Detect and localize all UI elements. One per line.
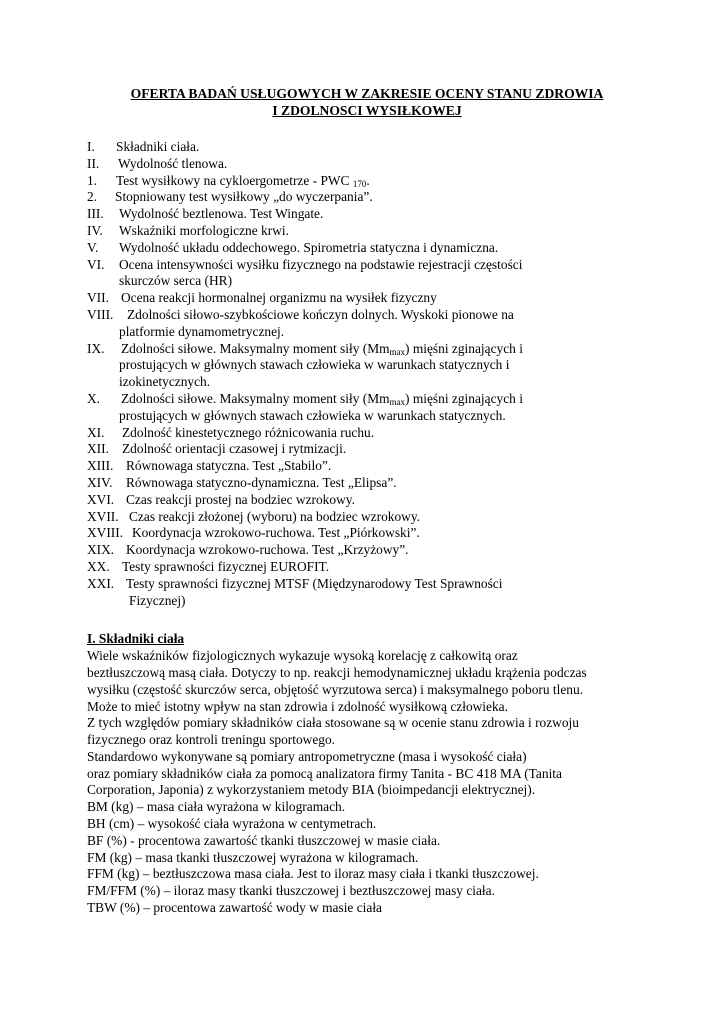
toc-text: Stopniowany test wysiłkowy „do wyczerpania”. xyxy=(115,189,373,205)
toc-item xyxy=(87,475,647,492)
toc-text: Wskaźniki morfologiczne krwi. xyxy=(119,222,289,238)
toc-item xyxy=(87,307,647,341)
body-line: beztłuszczową masą ciała. Dotyczy to np. reakcji hemodynamicznej układu krążenia podczas xyxy=(87,664,587,680)
toc-number: III. xyxy=(87,206,104,222)
toc-number: 2. xyxy=(87,189,98,205)
toc-text: Równowaga statyczna. Test „Stabilo”. xyxy=(126,458,332,474)
toc-text: Zdolności siłowo-szybkościowe kończyn dolnych. Wyskoki pionowe na xyxy=(127,306,514,322)
toc-item xyxy=(87,206,647,223)
toc-text-continued: Fizycznej) xyxy=(129,592,186,608)
toc-number: VI. xyxy=(87,256,105,272)
toc-item xyxy=(87,458,647,475)
body-line: Standardowo wykonywane są pomiary antropometryczne (masa i wysokość ciała) xyxy=(87,748,527,764)
toc-text: Zdolność orientacji czasowej i rytmizacji. xyxy=(122,441,347,457)
body-line: BM (kg) – masa ciała wyrażona w kilogramach. xyxy=(87,799,346,815)
toc-number: IV. xyxy=(87,222,103,238)
toc-subscript: max xyxy=(389,396,406,407)
toc-text-after: ) mięśni zginających i xyxy=(405,390,523,406)
toc-text: Koordynacja wzrokowo-ruchowa. Test „Piórkowski”. xyxy=(132,525,420,541)
toc-number: XVIII. xyxy=(87,525,124,541)
toc-text-after: . xyxy=(366,172,370,188)
toc-number: XX. xyxy=(87,558,110,574)
toc-subscript: max xyxy=(389,346,406,357)
toc-item xyxy=(87,492,647,509)
toc-item xyxy=(87,156,647,173)
toc-item xyxy=(87,391,647,425)
title-line-2: I ZDOLNOSCI WYSIŁKOWEJ xyxy=(272,102,462,118)
toc-text-continued: prostujących w głównych stawach człowieka w warunkach statycznych. xyxy=(119,407,506,423)
toc-number: X. xyxy=(87,390,101,406)
toc-text: Wydolność tlenowa. xyxy=(118,155,228,171)
body-line: BF (%) - procentowa zawartość tkanki tłuszczowej w masie ciała. xyxy=(87,832,441,848)
toc-number: XVII. xyxy=(87,508,119,524)
toc-text-continued: skurczów serca (HR) xyxy=(119,273,233,289)
body-line: FFM (kg) – beztłuszczowa masa ciała. Jest to iloraz masy ciała i tkanki tłuszczowej. xyxy=(87,866,539,882)
toc-text: Test wysiłkowy na cykloergometrze - PWC xyxy=(116,172,350,188)
toc-number: 1. xyxy=(87,172,98,188)
document-title xyxy=(87,86,647,119)
body-line: Corporation, Japonia) z wykorzystaniem metody BIA (bioimpedancji elektrycznej). xyxy=(87,782,536,798)
toc-item xyxy=(87,341,647,391)
toc-number: XI. xyxy=(87,424,105,440)
toc-number: XIX. xyxy=(87,542,115,558)
body-line: fizycznego oraz kontroli treningu sportowego. xyxy=(87,732,336,748)
toc-text: Zdolności siłowe. Maksymalny moment siły (Mm xyxy=(121,390,390,406)
body-line: oraz pomiary składników ciała za pomocą analizatora firmy Tanita - BC 418 MA (Tanita xyxy=(87,765,562,781)
toc-text-continued: prostujących w głównych stawach człowieka w warunkach statycznych i xyxy=(119,357,510,373)
toc-text: Testy sprawności fizycznej MTSF (Międzynarodowy Test Sprawności xyxy=(126,575,503,591)
toc-item xyxy=(87,139,647,156)
body-line: FM (kg) – masa tkanki tłuszczowej wyrażona w kilogramach. xyxy=(87,849,419,865)
body-line: BH (cm) – wysokość ciała wyrażona w centymetrach. xyxy=(87,816,377,832)
toc-text: Zdolność kinestetycznego różnicowania ruchu. xyxy=(122,424,375,440)
toc-number: VII. xyxy=(87,290,109,306)
toc-text: Składniki ciała. xyxy=(116,139,200,154)
toc-text-after: ) mięśni zginających i xyxy=(405,340,523,356)
toc-number: V. xyxy=(87,239,99,255)
toc-item xyxy=(87,173,647,190)
body-line: Z tych względów pomiary składników ciała stosowane są w ocenie stanu zdrowia i rozwoju xyxy=(87,715,579,731)
toc-text: Koordynacja wzrokowo-ruchowa. Test „Krzyżowy”. xyxy=(126,542,409,558)
toc-number: XIII. xyxy=(87,458,114,474)
toc-item xyxy=(87,257,647,291)
toc-item xyxy=(87,240,647,257)
body-line: wysiłku (częstość skurczów serca, objętość wyrzutowa serca) i maksymalnego poboru tlenu. xyxy=(87,681,584,697)
toc-number: XIV. xyxy=(87,474,113,490)
toc-number: II. xyxy=(87,155,100,171)
toc-text: Wydolność beztlenowa. Test Wingate. xyxy=(119,206,324,222)
toc-number: VIII. xyxy=(87,306,114,322)
toc-text: Zdolności siłowe. Maksymalny moment siły (Mm xyxy=(121,340,390,356)
toc-text-continued: platformie dynamometrycznej. xyxy=(119,323,285,339)
toc-item xyxy=(87,542,647,559)
toc-item xyxy=(87,525,647,542)
toc-number: XVI. xyxy=(87,491,115,507)
toc-item xyxy=(87,559,647,576)
toc-text: Testy sprawności fizycznej EUROFIT. xyxy=(122,558,330,574)
toc-text: Wydolność układu oddechowego. Spirometria statyczna i dynamiczna. xyxy=(119,239,499,255)
body-line: Może to mieć istotny wpływ na stan zdrowia i zdolność wysiłkową człowieka. xyxy=(87,698,508,714)
title-line-1: OFERTA BADAŃ USŁUGOWYCH W ZAKRESIE OCENY STANU ZDROWIA xyxy=(130,86,604,101)
toc-item xyxy=(87,441,647,458)
toc-item xyxy=(87,290,647,307)
document-page xyxy=(87,86,647,917)
toc-text: Ocena intensywności wysiłku fizycznego na podstawie rejestracji częstości xyxy=(119,256,523,272)
body-line: Wiele wskaźników fizjologicznych wykazuje wysoką korelację z całkowitą oraz xyxy=(87,648,518,664)
toc-number: XII. xyxy=(87,441,109,457)
toc-subscript: 170 xyxy=(352,178,367,189)
toc-item xyxy=(87,576,647,610)
table-of-contents xyxy=(87,139,647,609)
toc-item xyxy=(87,425,647,442)
toc-text-continued: izokinetycznych. xyxy=(119,374,211,390)
toc-number: XXI. xyxy=(87,575,115,591)
body-line: TBW (%) – procentowa zawartość wody w masie ciała xyxy=(87,900,382,916)
section-body xyxy=(87,648,647,917)
toc-text: Czas reakcji złożonej (wyboru) na bodziec wzrokowy. xyxy=(129,508,421,524)
section-heading: I. Składniki ciała xyxy=(87,631,185,647)
toc-item xyxy=(87,509,647,526)
toc-text: Czas reakcji prostej na bodziec wzrokowy. xyxy=(126,491,355,507)
toc-item xyxy=(87,189,647,206)
body-line: FM/FFM (%) – iloraz masy tkanki tłuszczowej i beztłuszczowej masy ciała. xyxy=(87,883,495,899)
toc-text: Równowaga statyczno-dynamiczna. Test „Elipsa”. xyxy=(126,474,397,490)
toc-text: Ocena reakcji hormonalnej organizmu na wysiłek fizyczny xyxy=(121,290,437,306)
toc-number: IX. xyxy=(87,340,105,356)
toc-item xyxy=(87,223,647,240)
toc-number: I. xyxy=(87,139,95,154)
